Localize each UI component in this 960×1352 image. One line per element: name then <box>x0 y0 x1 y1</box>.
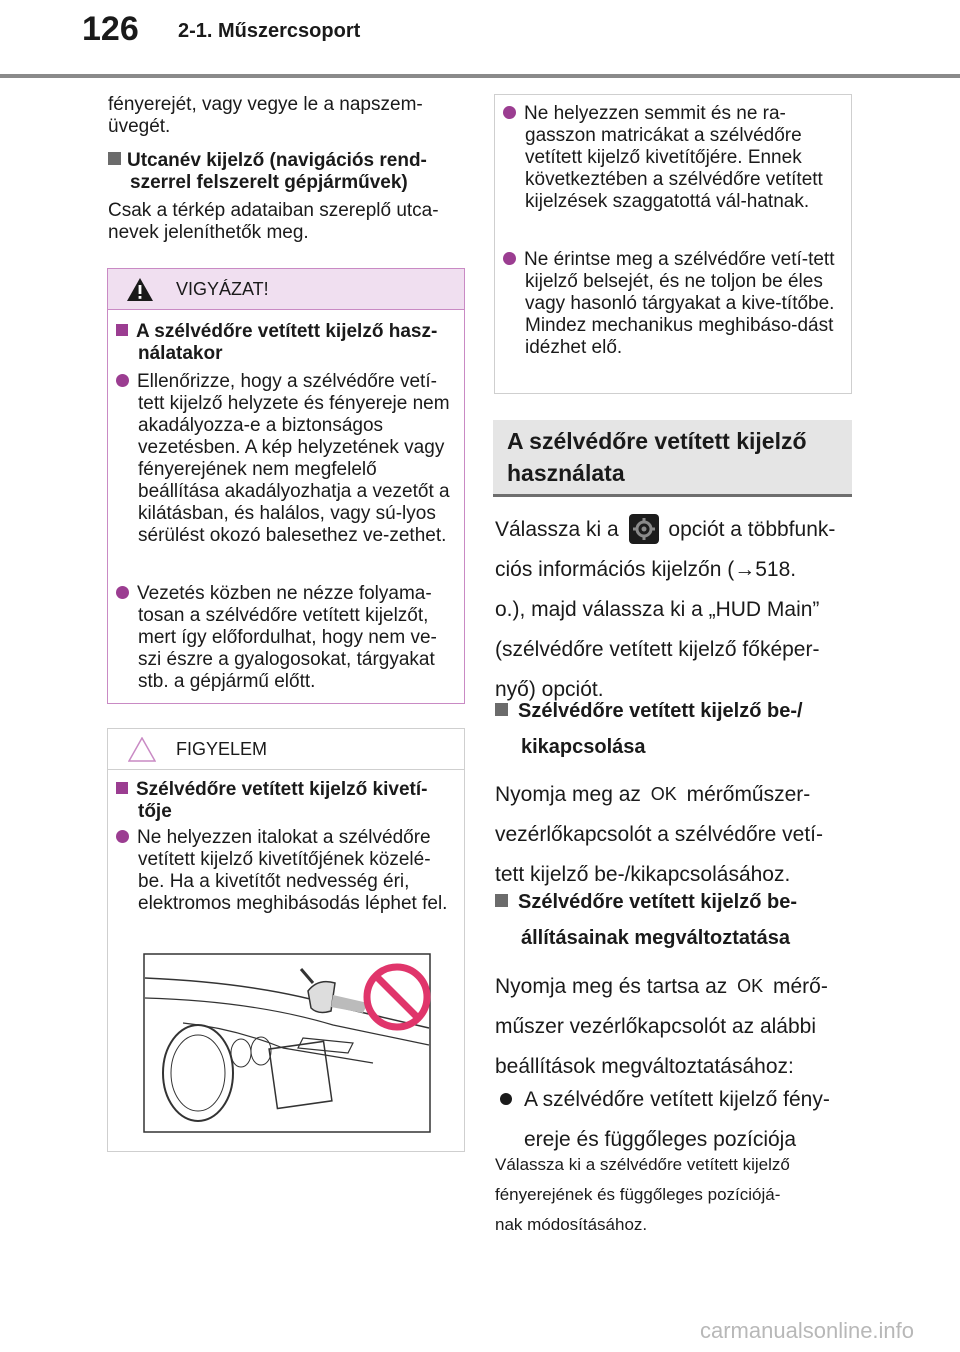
caution-triangle-icon <box>128 737 156 762</box>
warning-triangle-icon <box>126 277 154 302</box>
street-name-heading: Utcanév kijelző (navigációs rend-szerrel felszerelt gépjárművek) <box>108 150 480 194</box>
section-title: 2-1. Műszercsoport <box>178 20 361 42</box>
toggle-heading: Szélvédőre vetített kijelző be-/ kikapcsolása <box>495 693 855 765</box>
footer-watermark: carmanualsonline.info <box>700 1318 915 1343</box>
brightness-position-item: A szélvédőre vetített kijelző fény- ereje és függőleges pozíciója <box>500 1082 860 1158</box>
section-heading-line2: használata <box>507 460 625 486</box>
notice-subheading: Szélvédőre vetített kijelző kivetí-tője <box>116 779 456 823</box>
square-bullet-icon <box>116 324 128 336</box>
ok-button-icon: OK <box>737 976 764 996</box>
warning-item-1: Ellenőrizze, hogy a szélvédőre vetí-tett kijelző helyzete és fényereje nem akadályozza-e a biztonságos vezetésben. A kép helyzetének vagy fényerejének nem megfelelő beállítása akadályozhatja a vezetőt a kilátásban, és halálos, vagy sú-lyos sérülést okozó balesethez ve-zethet. <box>116 371 456 547</box>
header-rule <box>0 74 960 78</box>
intro-text: fényerejét, vagy vegye le a napszem-üvegét. <box>108 94 423 137</box>
notice-item-1: Ne helyezzen italokat a szélvédőre vetített kijelző kivetítőjének közelé-be. Ha a kivetítőt nedvesség éri, elektromos meghibásodás léphet fel. <box>116 827 456 915</box>
notice-item-2: Ne helyezzen semmit és ne ra-gasszon matricákat a szélvédőre vetített kijelző kivetítőjére. Ennek következtében a szélvédőre vetített kijelzések szaggatottá vál-hatnak. <box>503 103 843 213</box>
square-bullet-icon <box>116 782 128 794</box>
settings-gear-icon <box>629 514 659 544</box>
square-bullet-icon <box>108 152 121 165</box>
notice-box <box>107 728 465 1152</box>
street-name-text: Csak a térkép adataiban szereplő utca-nevek jeleníthetők meg. <box>108 200 439 243</box>
notice-continued-box <box>494 94 852 394</box>
dot-bullet-icon <box>116 586 129 599</box>
section-heading-line1: A szélvédőre vetített kijelző <box>507 428 807 454</box>
warning-header <box>108 269 464 310</box>
warning-subheading: A szélvédőre vetített kijelző hasz-nálatakor <box>116 321 456 365</box>
dot-bullet-icon <box>500 1093 512 1105</box>
dot-bullet-icon <box>116 374 129 387</box>
notice-item-3: Ne érintse meg a szélvédőre vetí-tett kijelző belsejét, és ne toljon be éles vagy hasonló tárgyakat a kive-títőbe. Mindez mechanikus meghibáso-dást idézhet elő. <box>503 249 843 359</box>
dot-bullet-icon <box>503 106 516 119</box>
warning-title: VIGYÁZAT! <box>176 279 269 299</box>
settings-instruction: Nyomja meg és tartsa az OK mérő- műszer vezérlőkapcsolót az alábbi beállítások megváltoztatásához: <box>495 968 855 1085</box>
notice-title: FIGYELEM <box>176 739 268 759</box>
page-number: 126 <box>82 10 139 48</box>
toggle-instruction: Nyomja meg az OK mérőműszer- vezérlőkapcsolót a szélvédőre vetí- tett kijelző be-/kikapcsolásához. <box>495 776 855 893</box>
settings-heading: Szélvédőre vetített kijelző be- állításainak megváltoztatása <box>495 884 855 956</box>
select-instruction: Válassza ki a opciót a többfunk- ciós információs kijelzőn (→518. o.), majd válassza ki a „HUD Main” (szélvédőre vetített kijelző főképer- nyő) opciót. <box>495 512 855 708</box>
warning-item-2: Vezetés közben ne nézze folyama-tosan a szélvédőre vetített kijelzőt, mert így előfordulhat, hogy nem ve-szi észre a gyalogosokat, tárgyakat stb. a gépjármű előtt. <box>116 583 456 693</box>
section-heading-box <box>493 420 852 497</box>
hud-projector-illustration <box>143 953 431 1133</box>
square-bullet-icon <box>495 894 508 907</box>
dot-bullet-icon <box>116 830 129 843</box>
dot-bullet-icon <box>503 252 516 265</box>
notice-header <box>108 729 464 770</box>
square-bullet-icon <box>495 703 508 716</box>
warning-box <box>107 268 465 704</box>
ok-button-icon: OK <box>650 784 677 804</box>
brightness-description: Válassza ki a szélvédőre vetített kijelző fényerejének és függőleges pozíciójá- nak módosításához. <box>495 1155 790 1234</box>
